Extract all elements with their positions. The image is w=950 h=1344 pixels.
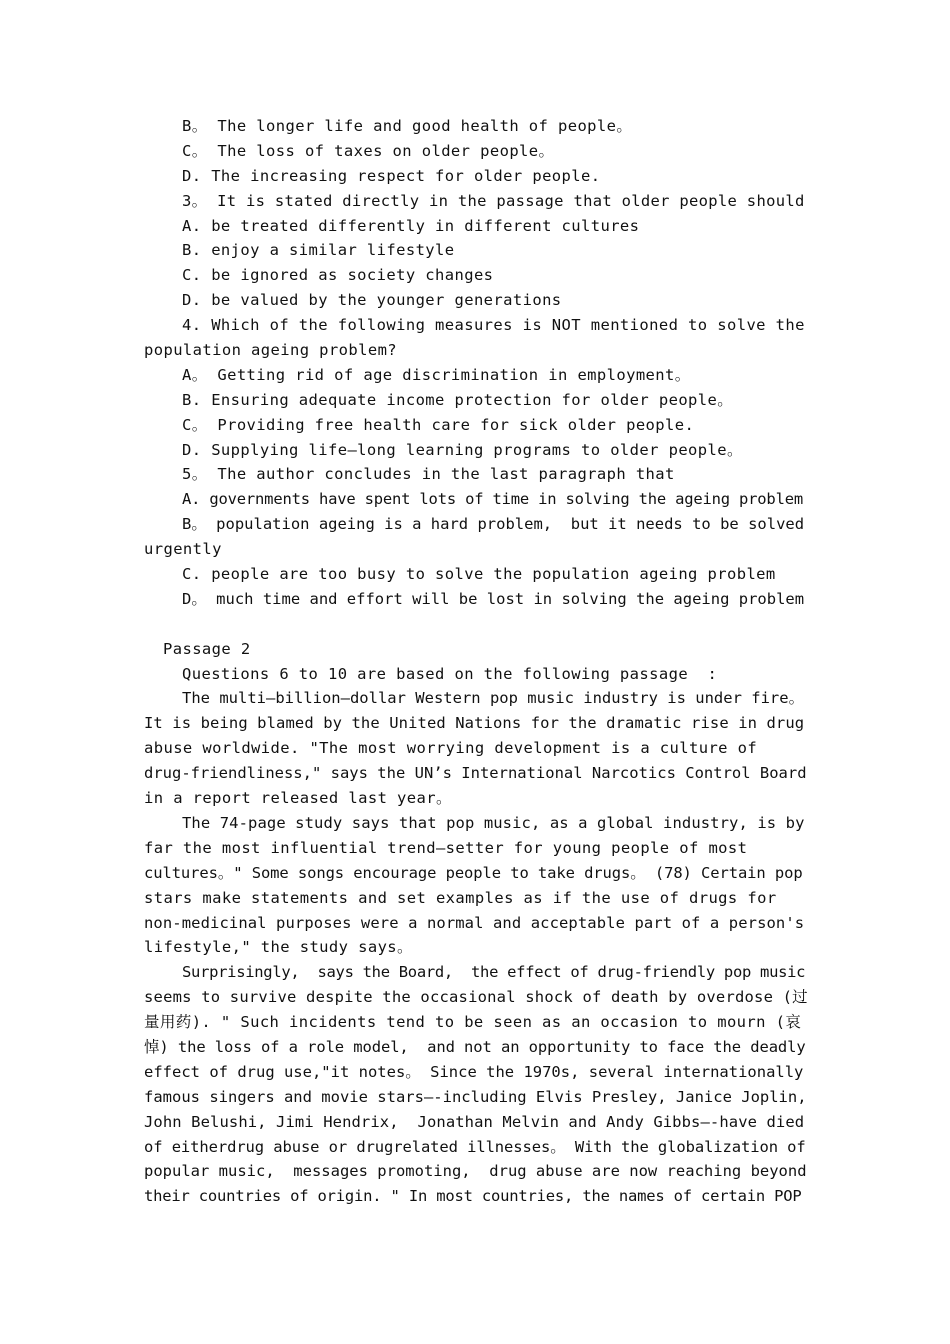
text-line: 5。 The author concludes in the last paragraph that (182, 465, 675, 484)
text-line: A. be treated differently in different cultures (182, 216, 640, 235)
text-line: stars make statements and set examples as if the use of drugs for (144, 888, 777, 907)
text-line: A。 Getting rid of age discrimination in employment。 (182, 365, 691, 384)
text-line: D. The increasing respect for older people. (182, 166, 601, 185)
text-line: D. Supplying life—long learning programs to older people。 (182, 440, 743, 459)
text-line: C。 The loss of taxes on older people。 (182, 141, 555, 160)
text-line: C. people are too busy to solve the population ageing problem (182, 565, 776, 584)
text-line: 3。 It is stated directly in the passage that older people should (182, 191, 805, 210)
text-line: abuse worldwide. "The most worrying development is a culture of (144, 739, 758, 758)
text-line: population ageing problem? (144, 341, 398, 360)
text-line: D. be valued by the younger generations (182, 291, 562, 310)
text-line: in a report released last year。 (144, 789, 452, 808)
text-line: popular music, messages promoting, drug abuse are now reaching beyond (144, 1162, 807, 1181)
text-line: D。 much time and effort will be lost in solving the ageing problem (182, 589, 805, 608)
text-line: C. be ignored as society changes (182, 266, 494, 285)
text-line: John Belushi, Jimi Hendrix, Jonathan Melvin and Andy Gibbs—-have died (144, 1112, 805, 1131)
text-line: B。 population ageing is a hard problem, but it needs to be solved (182, 515, 805, 534)
text-line: effect of drug use,"it notes。 Since the 1970s, several internationally (144, 1062, 804, 1081)
text-line: far the most influential trend—setter for young people of most (144, 838, 748, 857)
text-line: Surprisingly, says the Board, the effect of drug-friendly pop music (182, 963, 806, 982)
document-body (144, 114, 808, 1209)
text-line: famous singers and movie stars—-including Elvis Presley, Janice Joplin, (144, 1087, 807, 1106)
text-line: Passage 2 (163, 639, 251, 658)
text-line: 悼) the loss of a role model, and not an opportunity to face the deadly (144, 1037, 806, 1056)
text-line: C。 Providing free health care for sick older people. (182, 415, 695, 434)
text-line: non-medicinal purposes were a normal and acceptable part of a person's (144, 913, 805, 932)
text-line: It is being blamed by the United Nations for the dramatic rise in drug (144, 714, 805, 733)
text-line: B. enjoy a similar lifestyle (182, 241, 455, 260)
text-line: 4. Which of the following measures is NOT mentioned to solve the (182, 316, 805, 335)
text-line: The 74-page study says that pop music, as a global industry, is by (182, 813, 805, 832)
text-line: urgently (144, 540, 222, 559)
text-line: The multi—billion—dollar Western pop music industry is under fire。 (182, 689, 805, 708)
text-line: seems to survive despite the occasional shock of death by overdose (过 (144, 988, 808, 1007)
text-line: 量用药). " Such incidents tend to be seen as an occasion to mourn (哀 (144, 1013, 802, 1032)
text-line: their countries of origin. " In most countries, the names of certain POP (144, 1187, 802, 1206)
text-line: B。 The longer life and good health of people。 (182, 117, 633, 135)
text-line: Questions 6 to 10 are based on the following passage : (182, 664, 718, 683)
text-line: lifestyle," the study says。 (144, 938, 413, 957)
text-line: cultures。" Some songs encourage people to take drugs。 (78) Certain pop (144, 863, 803, 882)
blank-line (144, 612, 808, 637)
text-line: B. Ensuring adequate income protection for older people。 (182, 390, 734, 409)
text-line: A. governments have spent lots of time in solving the ageing problem (182, 490, 803, 509)
text-line: drug-friendliness," says the UN’s International Narcotics Control Board (144, 764, 807, 783)
text-line: of eitherdrug abuse or drugrelated illnesses。 With the globalization of (144, 1137, 806, 1156)
